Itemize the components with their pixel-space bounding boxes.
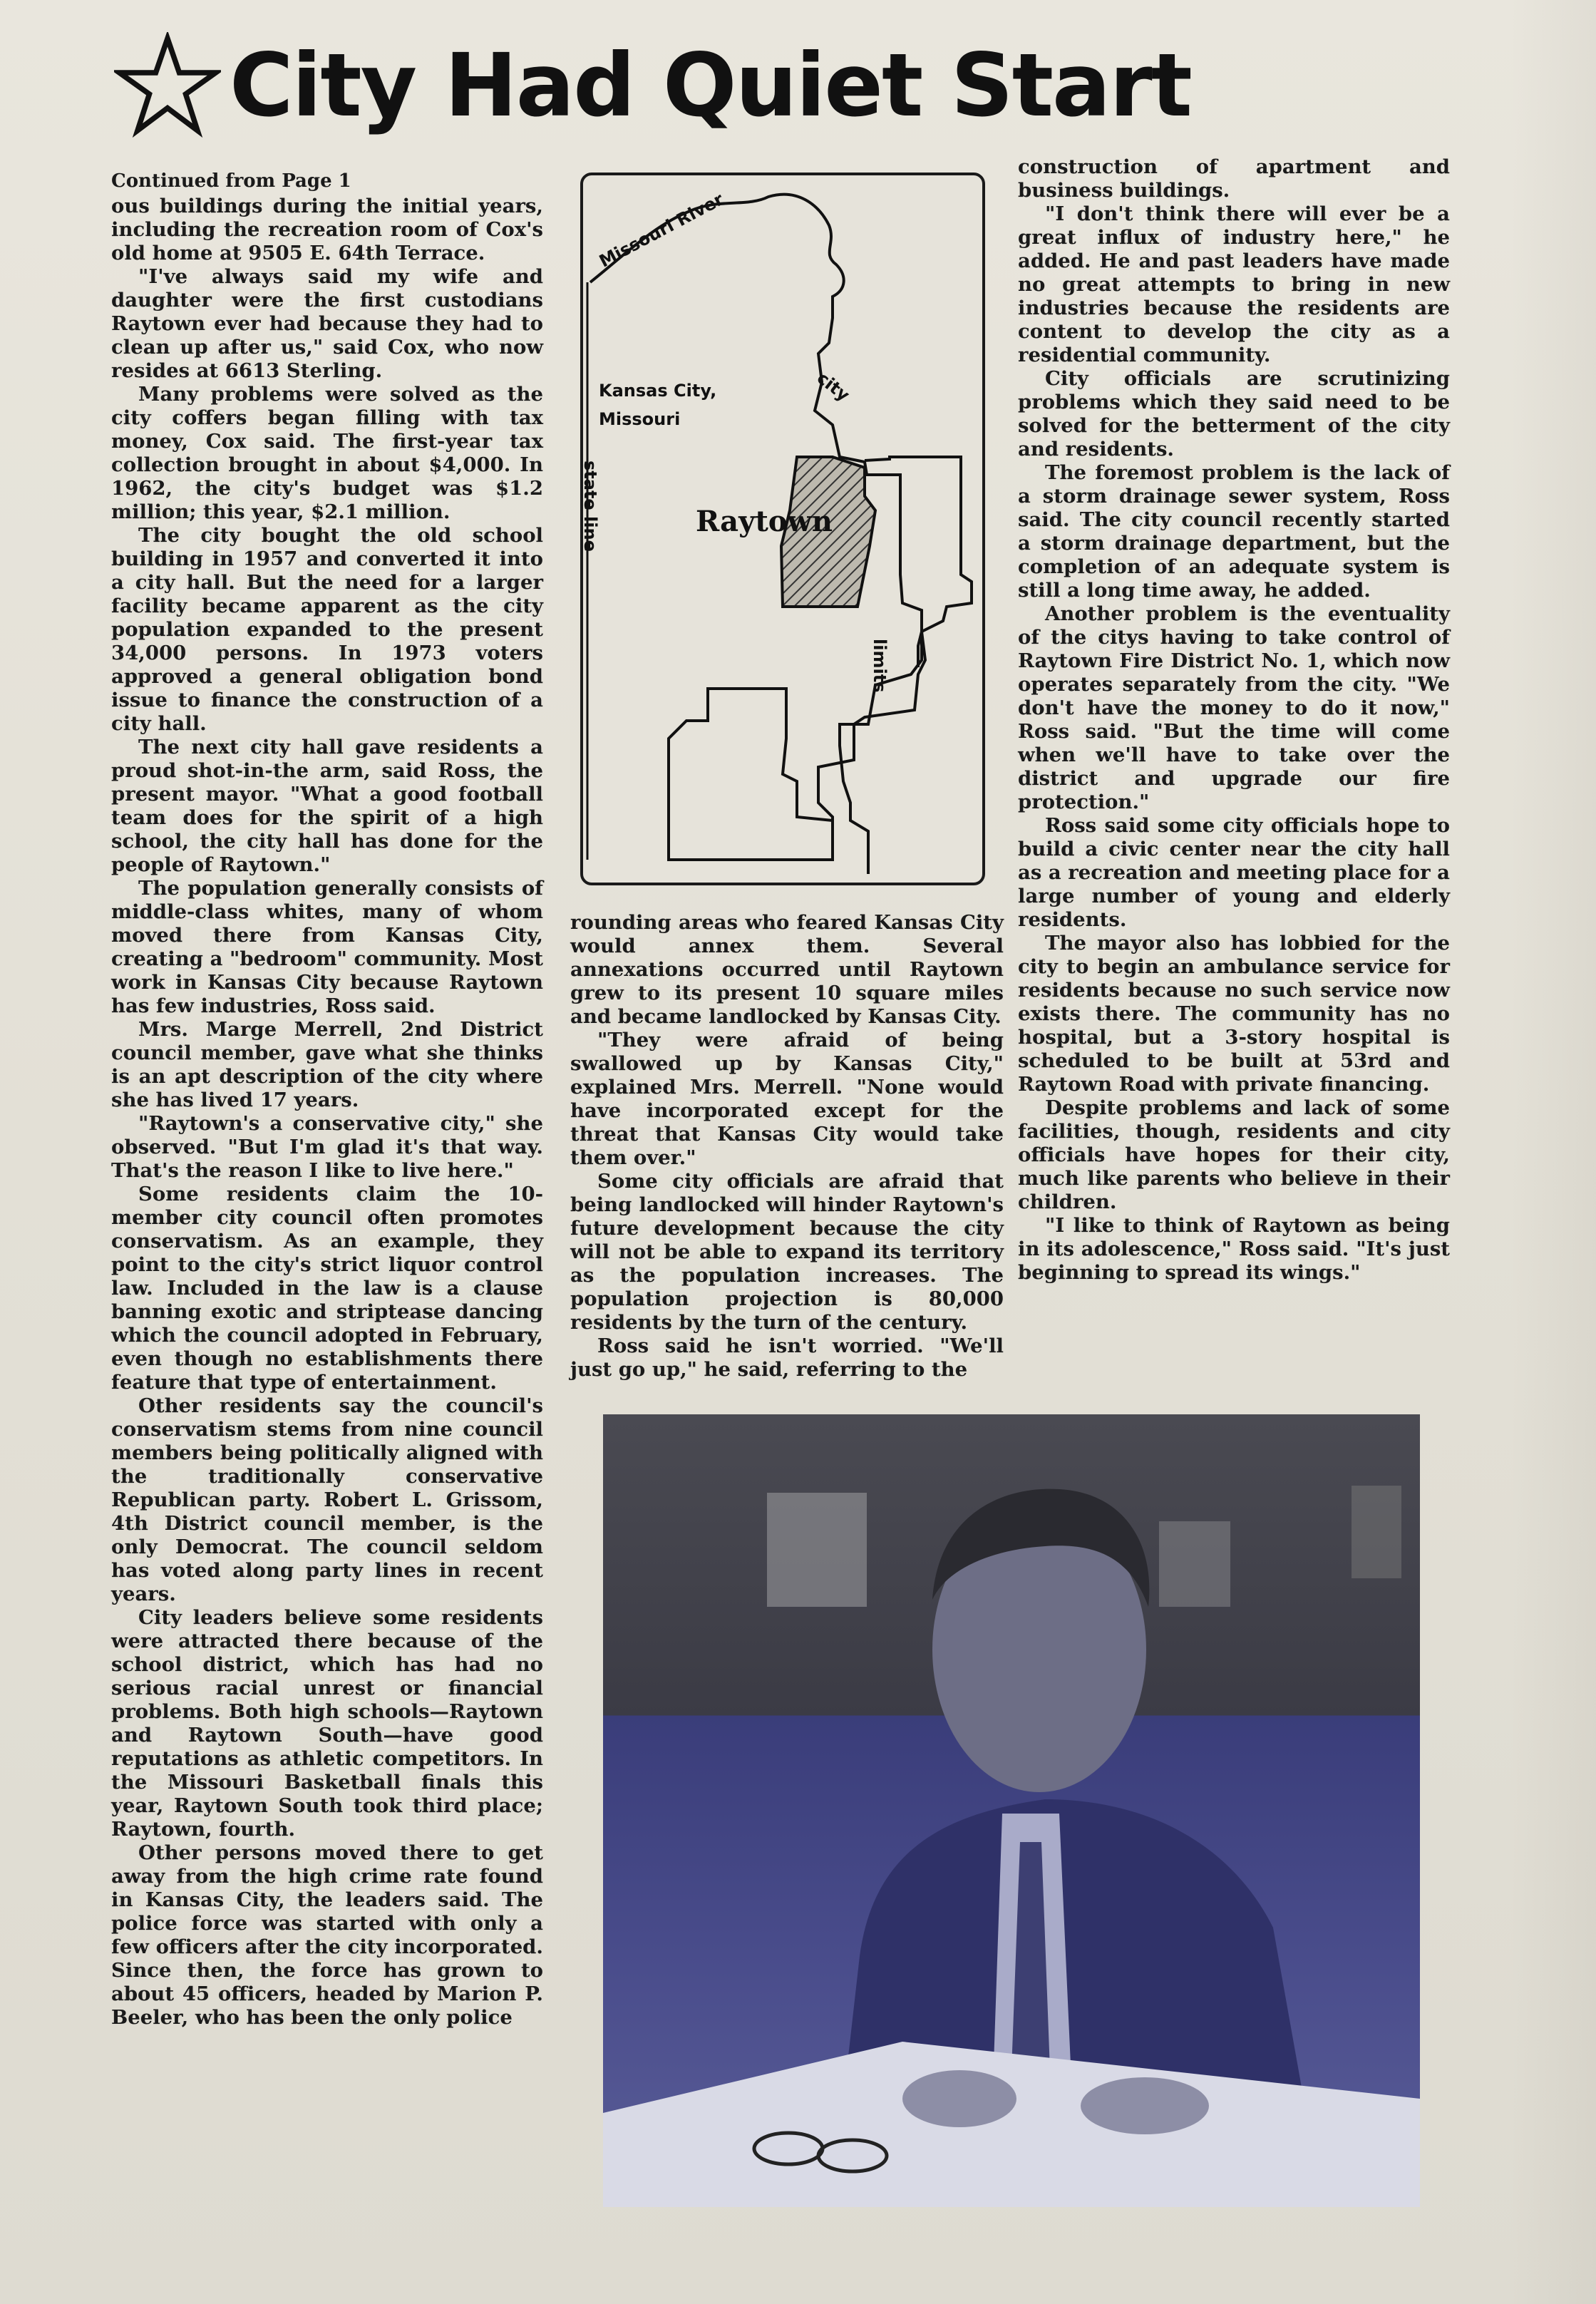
paragraph: The population generally consists of middle-class whites, many of whom moved there from Kansas City, creating a "bedroom" community. Most work in Kansas City because Raytown has few industries, Ross said.	[111, 877, 543, 1017]
paragraph: construction of apartment and business buildings.	[1018, 155, 1450, 202]
paragraph: ous buildings during the initial years, including the recreation room of Cox's old home at 9505 E. 64th Terrace.	[111, 195, 543, 264]
page-edge-shading	[1510, 0, 1596, 2304]
photo-figure	[603, 1414, 1420, 2207]
paragraph: "I don't think there will ever be a great influx of industry here," he added. He and past leaders have made no great attempts to bring in new industries because the residents are content to develop the city as a residential community.	[1018, 202, 1450, 366]
headline	[114, 29, 1468, 143]
article-column-3	[1018, 155, 1450, 1285]
paragraph: "They were afraid of being swallowed up by Kansas City," explained Mrs. Merrell. "None would have incorporated except for the threat that Kansas City would take them over."	[570, 1029, 1004, 1169]
paragraph: The foremost problem is the lack of a storm drainage sewer system, Ross said. The city council recently started a storm drainage department, but the completion of an adequate system is still a long time away, he added.	[1018, 461, 1450, 602]
mayor-photo	[603, 1414, 1420, 2207]
article-column-1	[111, 170, 543, 2030]
paragraph: Many problems were solved as the city coffers began filling with tax money, Cox said. The first-year tax collection brought in about $4,000. In 1962, the city's budget was $1.2 million; this year, $2.1 million.	[111, 383, 543, 523]
paragraph: City officials are scrutinizing problems which they said need to be solved for the betterment of the city and residents.	[1018, 367, 1450, 461]
river-label: Missouri River	[596, 189, 727, 272]
paragraph: Other persons moved there to get away from the high crime rate found in Kansas City, the leaders said. The police force was started with only a few officers after the city incorporated. Since then, the force has grown to about 45 officers, headed by Marion P. Beeler, who has been the only police	[111, 1841, 543, 2029]
paragraph: rounding areas who feared Kansas City would annex them. Several annexations occurred until Raytown grew to its present 10 square miles and became landlocked by Kansas City.	[570, 911, 1004, 1028]
paragraph: Other residents say the council's conservatism stems from nine council members being politically aligned with the traditionally conservative Republican party. Robert L. Grissom, 4th District council member, is the only Democrat. The council seldom has voted along party lines in recent years.	[111, 1394, 543, 1605]
paragraph: Some city officials are afraid that being landlocked will hinder Raytown's future development because the city will not be able to expand its territory as the population increases. The population projection is 80,000 residents by the turn of the century.	[570, 1170, 1004, 1334]
city-label: city	[813, 368, 854, 406]
paragraph: Mrs. Marge Merrell, 2nd District council member, gave what she thinks is an apt description of the city where she has lived 17 years.	[111, 1018, 543, 1111]
limits-label: limits	[870, 639, 890, 693]
paragraph: "Raytown's a conservative city," she observed. "But I'm glad it's that way. That's the reason I like to live here."	[111, 1112, 543, 1182]
paragraph: "I like to think of Raytown as being in its adolescence," Ross said. "It's just beginning to spread its wings."	[1018, 1214, 1450, 1284]
raytown-label: Raytown	[696, 505, 833, 538]
paragraph: The mayor also has lobbied for the city to begin an ambulance service for residents because no such service now exists there. The community has no hospital, but a 3-story hospital is scheduled to be built at 53rd and Raytown Road with private financing.	[1018, 932, 1450, 1096]
state-line-label: state line	[580, 461, 600, 552]
paragraph: The city bought the old school building in 1957 and converted it into a city hall. But the need for a larger facility became apparent as the city population expanded to the present 34,000 persons. In 1973 voters approved a general obligation bond issue to finance the construction of a city hall.	[111, 524, 543, 735]
star-icon	[114, 32, 221, 139]
kansas-city-label	[599, 376, 716, 433]
paragraph: Ross said he isn't worried. "We'll just go up," he said, referring to the	[570, 1334, 1004, 1381]
paragraph: Another problem is the eventuality of the citys having to take control of Raytown Fire District No. 1, which now operates separately from the city. "We don't have the money to do it now," Ross said. "But the time will come when we'll have to take over the district and upgrade our fire protection."	[1018, 602, 1450, 813]
paragraph: Ross said some city officials hope to build a civic center near the city hall as a recreation and meeting place for a large number of young and elderly residents.	[1018, 814, 1450, 931]
continued-line: Continued from Page 1	[111, 170, 351, 192]
kc-line-1: Kansas City,	[599, 381, 717, 401]
paragraph: "I've always said my wife and daughter were the first custodians Raytown ever had because they had to clean up after us," said Cox, who now resides at 6613 Sterling.	[111, 265, 543, 382]
paragraph: Some residents claim the 10-member city council often promotes conservatism. As an example, they point to the city's strict liquor control law. Included in the law is a clause banning exotic and striptease dancing which the council adopted in February, even though no establishments there feature that type of entertainment.	[111, 1183, 543, 1394]
paragraph: City leaders believe some residents were attracted there because of the school district, which has had no serious racial unrest or financial problems. Both high schools—Raytown and Raytown South—have good reputations as athletic competitors. In the Missouri Basketball finals this year, Raytown South took third place; Raytown, fourth.	[111, 1606, 543, 1841]
article-column-2	[570, 911, 1004, 1382]
raytown-map	[580, 173, 985, 885]
paragraph: Despite problems and lack of some facilities, though, residents and city officials have hopes for their city, much like parents who believe in their children.	[1018, 1096, 1450, 1213]
paragraph: The next city hall gave residents a proud shot-in-the arm, said Ross, the present mayor. "What a good football team does for the spirit of a high school, the city hall has done for the people of Raytown."	[111, 736, 543, 876]
kc-line-2: Missouri	[599, 409, 681, 429]
headline-text: City Had Quiet Start	[230, 35, 1191, 136]
